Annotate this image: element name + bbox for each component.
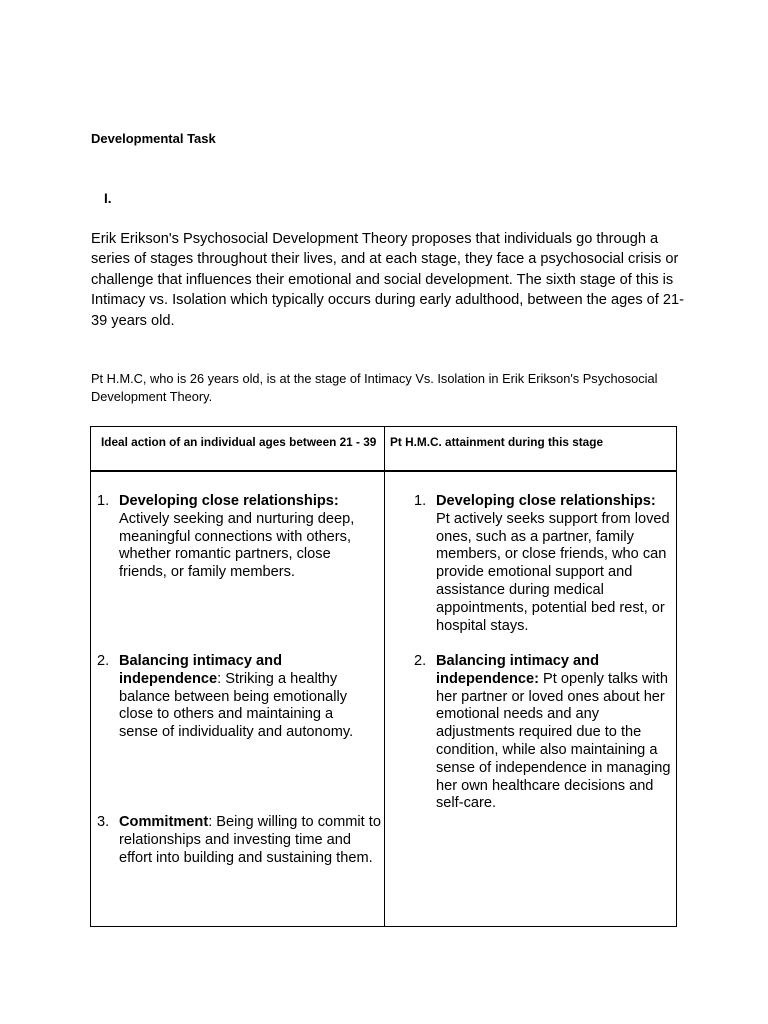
list-number: 3. <box>97 814 110 830</box>
list-item-heading: Balancing intimacy and independence: <box>436 653 600 687</box>
intro-paragraph: Erik Erikson's Psychosocial Development Theory proposes that individuals go through a series of stages throughout their lives, and at each stage, they face a psychosocial crisis or challenge that influences their emotional and social development. The sixth stage of this is Intimacy vs. Isolation which typically occurs during early adulthood, between the ages of 21-39 years old. <box>91 231 684 329</box>
list-item-heading: Developing close relationships: <box>119 493 339 509</box>
list-item-heading: Developing close relationships: <box>436 493 656 509</box>
patient-note-paragraph: Pt H.M.C, who is 26 years old, is at the stage of Intimacy Vs. Isolation in Erik Erikson's Psychosocial Development Theory. <box>91 371 658 404</box>
list-number: 2. <box>97 653 110 669</box>
list-item-body <box>119 653 371 742</box>
list-item-text: : Being willing to commit to relationships and investing time and effort into building and sustaining them. <box>119 814 381 866</box>
section-marker: I. <box>104 191 112 206</box>
table-header-ideal-action <box>97 435 379 449</box>
document-title: Developmental Task <box>91 131 216 146</box>
comparison-table <box>90 426 677 927</box>
list-item-text: : Striking a healthy balance between being emotionally close to others and maintaining a sense of individuality and autonomy. <box>119 670 354 741</box>
list-item-heading: Commitment <box>119 814 209 830</box>
list-item-text: Pt openly talks with her partner or loved ones about her emotional needs and any adjustments required due to the condition, while also maintaining a sense of independence in managing her own healthcare decisions and self-care. <box>436 670 671 812</box>
list-item-body <box>119 814 381 867</box>
table-header-ideal-action-text: Ideal action of an individual ages between 21 - 39 <box>101 435 377 449</box>
list-number: 1. <box>414 493 427 509</box>
list-item-text: Actively seeking and nurturing deep, meaningful connections with others, whether romantic partners, close friends, or family members. <box>119 510 355 581</box>
table-header-patient-attainment: Pt H.M.C. attainment during this stage <box>390 435 604 449</box>
list-item-body <box>436 493 674 635</box>
list-item-heading: Balancing intimacy and independence <box>119 653 283 687</box>
column-divider <box>384 427 385 926</box>
list-item-text: Pt actively seeks support from loved ones, such as a partner, family members, or close friends, who can provide emotional support and assistance during medical appointments, potential bed rest, or hospital stays. <box>436 510 670 634</box>
list-number: 2. <box>414 653 427 669</box>
list-number: 1. <box>97 493 110 509</box>
header-rule <box>91 470 676 472</box>
list-item-body <box>119 493 371 582</box>
list-item-body <box>436 653 674 813</box>
